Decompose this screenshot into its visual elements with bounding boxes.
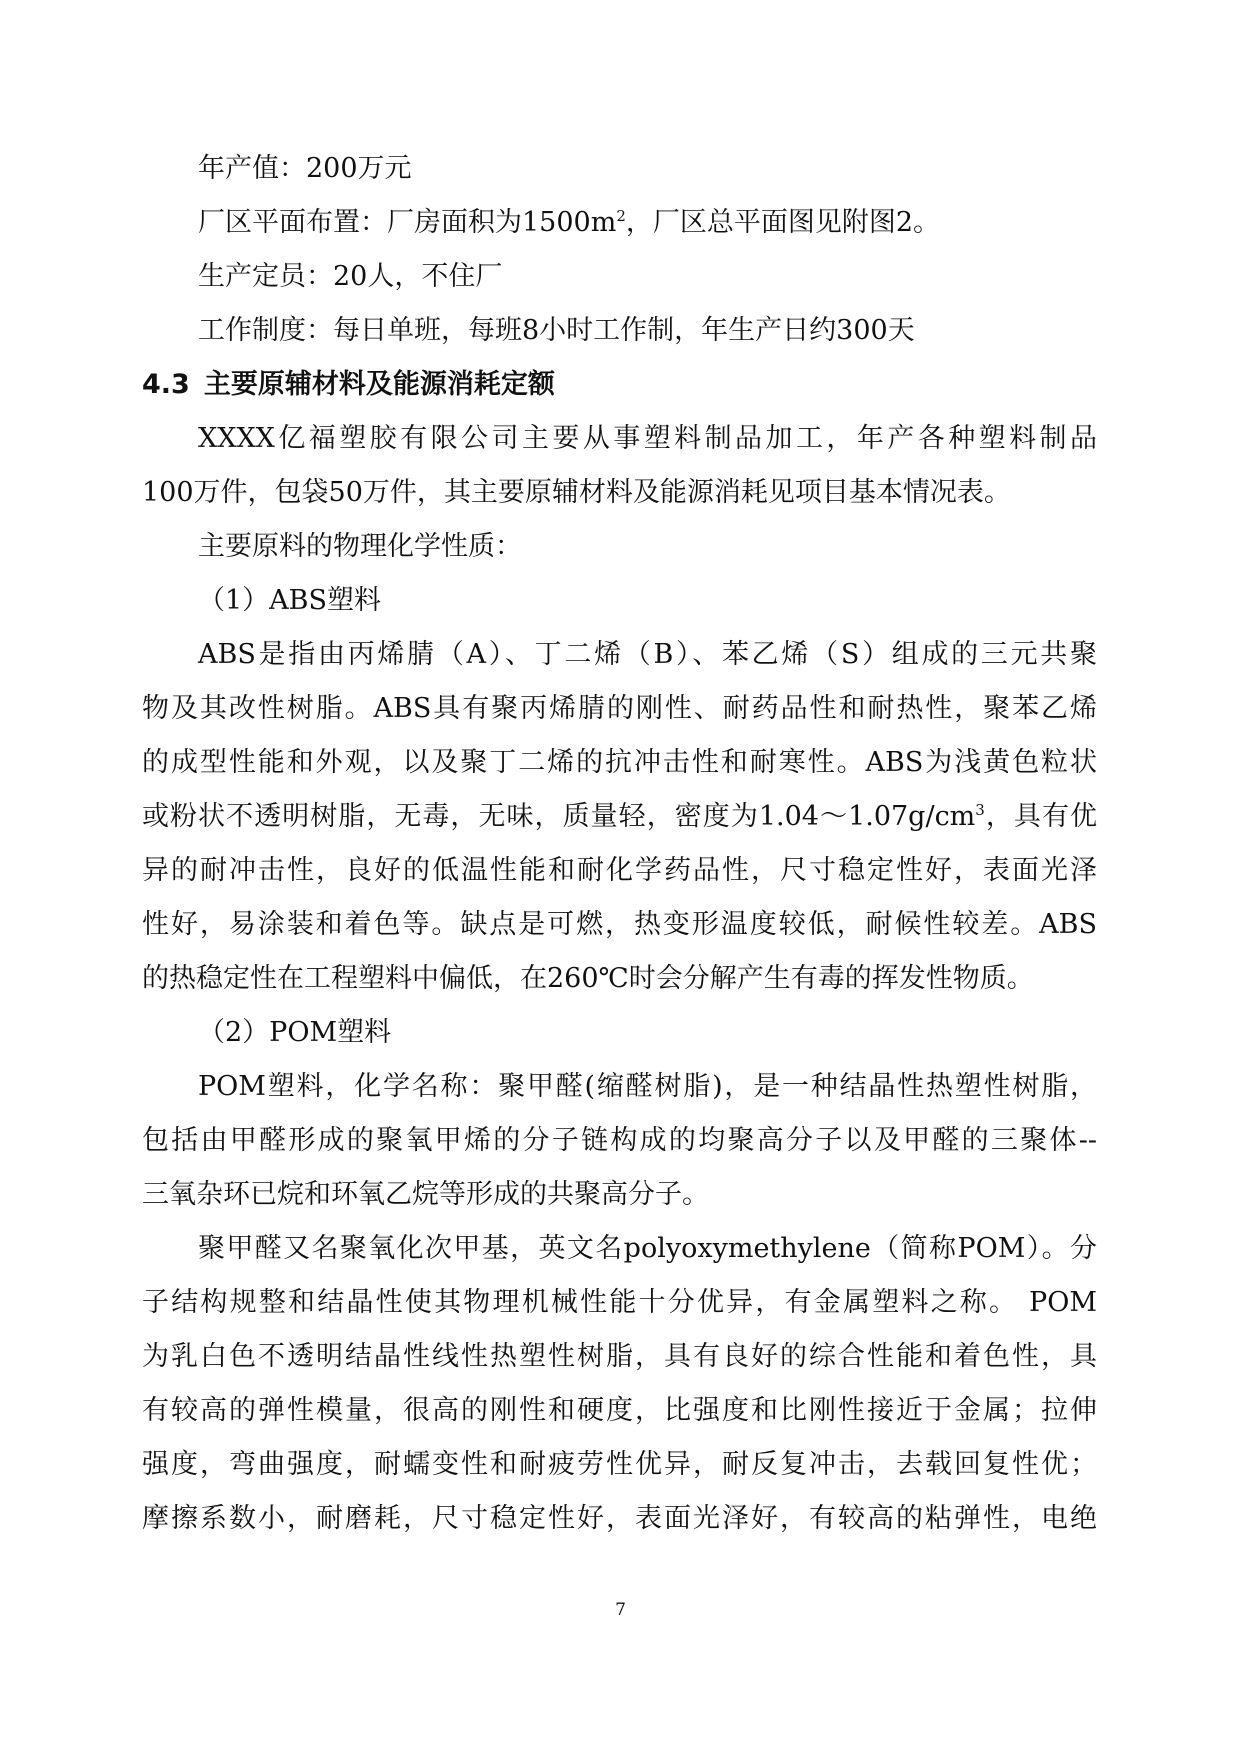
abs-line-4-prefix: 或粉状不透明树脂，无毒，无味，质量轻，密度为1.04～1.07g/cm — [142, 801, 976, 832]
plant-layout-prefix: 厂区平面布置：厂房面积为1500m — [198, 207, 617, 238]
intro-line-1: XXXX亿福塑胶有限公司主要从事塑料制品加工，年产各种塑料制品 — [198, 423, 1097, 454]
abs-line-2: 物及其改性树脂。ABS具有聚丙烯腈的刚性、耐药品性和耐热性，聚苯乙烯 — [142, 693, 1097, 724]
pom-p2-line-1: 聚甲醛又名聚氧化次甲基，英文名polyoxymethylene（简称POM）。分 — [198, 1233, 1097, 1264]
abs-heading: （1）ABS塑料 — [198, 585, 382, 616]
work-system: 工作制度：每日单班，每班8小时工作制，年生产日约300天 — [198, 315, 915, 346]
plant-layout-superscript: 2 — [616, 207, 626, 225]
pom-p1-line-1: POM塑料，化学名称：聚甲醛(缩醛树脂)，是一种结晶性热塑性树脂， — [198, 1071, 1097, 1102]
section-heading — [142, 358, 1097, 412]
abs-line-4-suffix: ，具有优 — [984, 801, 1097, 832]
page-content — [142, 142, 1097, 1546]
abs-line-3: 的成型性能和外观，以及聚丁二烯的抗冲击性和耐寒性。ABS为浅黄色粒状 — [142, 747, 1097, 778]
section-number: 4.3 — [142, 369, 190, 400]
page-number: 7 — [615, 1600, 626, 1620]
intro-line-2: 100万件，包袋50万件，其主要原辅材料及能源消耗见项目基本情况表。 — [142, 477, 1011, 508]
pom-p2-line-4: 有较高的弹性模量，很高的刚性和硬度，比强度和比刚性接近于金属；拉伸 — [142, 1395, 1097, 1426]
pom-p1-line-2: 包括由甲醛形成的聚氧甲烯的分子链构成的均聚高分子以及甲醛的三聚体-- — [142, 1125, 1097, 1156]
pom-p2-line-5: 强度，弯曲强度，耐蠕变性和耐疲劳性优异，耐反复冲击，去载回复性优； — [142, 1449, 1097, 1480]
staffing: 生产定员：20人，不住厂 — [198, 261, 503, 292]
pom-p2-line-2: 子结构规整和结晶性使其物理机械性能十分优异，有金属塑料之称。 POM — [142, 1287, 1097, 1318]
abs-line-7: 的热稳定性在工程塑料中偏低，在260℃时会分解产生有毒的挥发性物质。 — [142, 963, 1034, 994]
abs-line-1: ABS是指由丙烯腈（A）、丁二烯（B）、苯乙烯（S）组成的三元共聚 — [198, 639, 1097, 670]
abs-line-4-superscript: 3 — [975, 801, 985, 819]
abs-line-6: 性好，易涂装和着色等。缺点是可燃，热变形温度较低，耐候性较差。ABS — [142, 909, 1097, 940]
plant-layout-suffix: ，厂区总平面图见附图2。 — [625, 207, 941, 238]
abs-line-4 — [142, 790, 1097, 844]
pom-p2-line-6: 摩擦系数小，耐磨耗，尺寸稳定性好，表面光泽好，有较高的粘弹性，电绝 — [142, 1503, 1097, 1534]
properties-title: 主要原料的物理化学性质： — [198, 531, 522, 562]
abs-line-5: 异的耐冲击性，良好的低温性能和耐化学药品性，尺寸稳定性好，表面光泽 — [142, 855, 1097, 886]
pom-p1-line-3: 三氧杂环已烷和环氧乙烷等形成的共聚高分子。 — [142, 1179, 709, 1210]
pom-heading: （2）POM塑料 — [198, 1017, 392, 1048]
plant-layout — [142, 196, 1097, 250]
annual-output-value: 年产值：200万元 — [198, 153, 412, 184]
section-title: 主要原辅材料及能源消耗定额 — [203, 369, 555, 400]
pom-p2-line-3: 为乳白色不透明结晶性线性热塑性树脂，具有良好的综合性能和着色性，具 — [142, 1341, 1097, 1372]
